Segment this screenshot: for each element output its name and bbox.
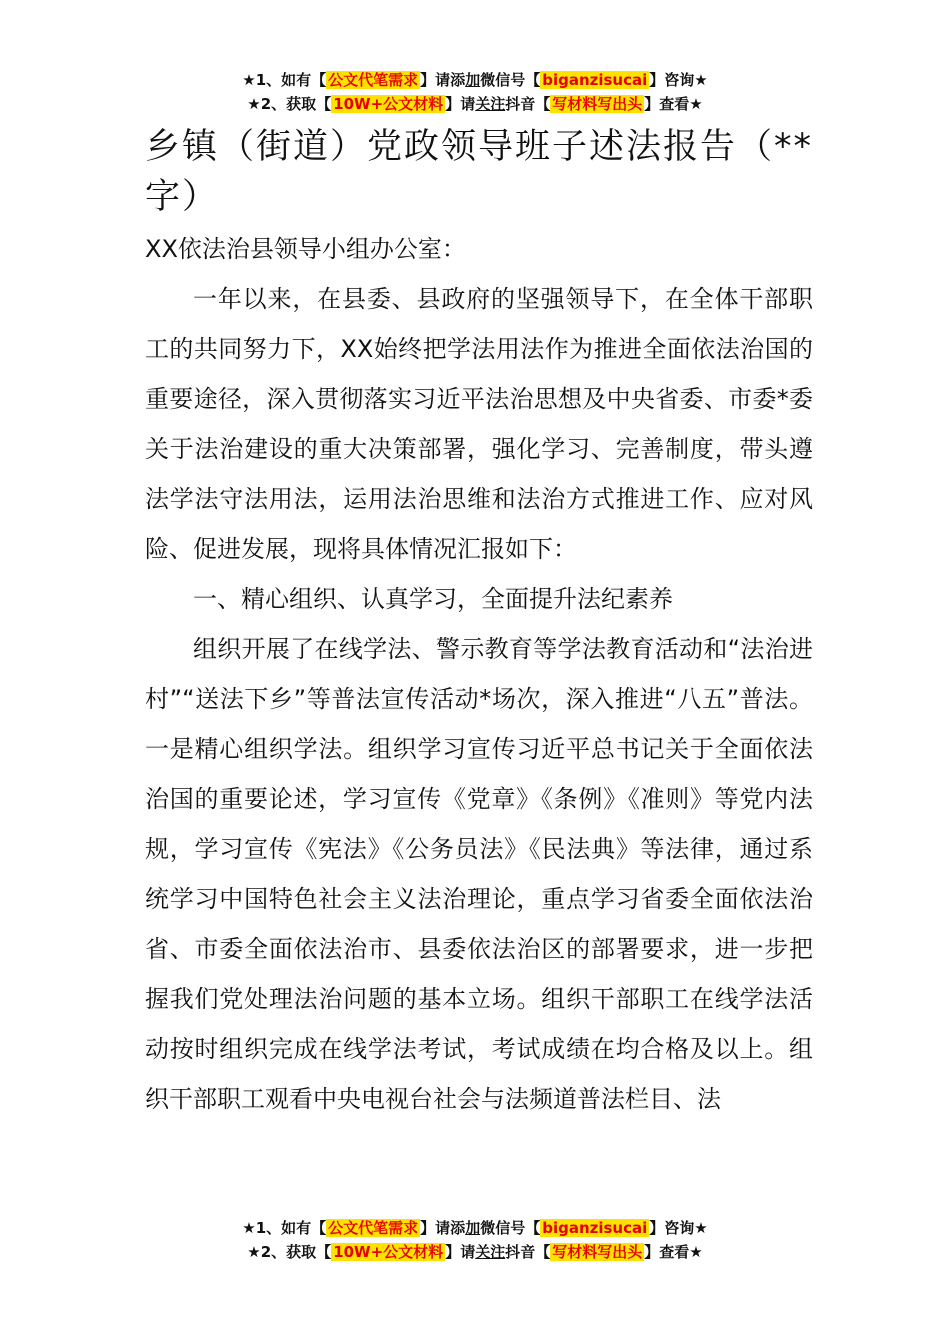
promo-highlight: 公文代笔需求	[328, 71, 419, 89]
promo-douyin-name: 写材料写出头	[552, 1243, 643, 1261]
section-heading: 一、精心组织、认真学习，全面提升法纪素养	[193, 585, 673, 613]
promo-line-2: ★2、获取【 10W+公文材料 】请关注抖音【 写材料写出头 】查看★	[247, 1243, 703, 1261]
promo-highlight: 10W+公文材料	[333, 1243, 444, 1261]
document-body	[145, 122, 813, 1124]
promo-line-1: ★1、如有【 公文代笔需求 】请添加微信号【 biganzisucai 】咨询★	[242, 1219, 708, 1237]
promo-douyin-name: 写材料写出头	[552, 95, 643, 113]
document-title: 乡镇（街道）党政领导班子述法报告（**字）	[145, 127, 814, 217]
promo-wechat-id: biganzisucai	[542, 1219, 648, 1237]
promo-highlight: 公文代笔需求	[328, 1219, 419, 1237]
promo-banner-bottom	[0, 1216, 950, 1264]
salutation: XX依法治县领导小组办公室：	[145, 235, 466, 263]
promo-banner-top	[0, 68, 950, 116]
promo-line-2: ★2、获取【 10W+公文材料 】请关注抖音【 写材料写出头 】查看★	[247, 95, 703, 113]
promo-line-1: ★1、如有【 公文代笔需求 】请添加微信号【 biganzisucai 】咨询★	[242, 71, 708, 89]
promo-wechat-id: biganzisucai	[542, 71, 648, 89]
section-paragraph: 组织开展了在线学法、警示教育等学法教育活动和“法治进村”“送法下乡”等普法宣传活动*场次，深入推进“八五”普法。一是精心组织学法。组织学习宣传习近平总书记关于全面依法治国的重要论述，学习宣传《党章》《条例》《准则》等党内法规，学习宣传《宪法》《公务员法》《民法典》等法律，通过系统学习中国特色社会主义法治理论，重点学习省委全面依法治省、市委全面依法治市、县委依法治区的部署要求，进一步把握我们党处理法治问题的基本立场。组织干部职工在线学法活动按时组织完成在线学法考试，考试成绩在均合格及以上。组织干部职工观看中央电视台社会与法频道普法栏目、法	[145, 635, 813, 1113]
promo-highlight: 10W+公文材料	[333, 95, 444, 113]
intro-paragraph: 一年以来，在县委、县政府的坚强领导下，在全体干部职工的共同努力下，XX始终把学法用法作为推进全面依法治国的重要途径，深入贯彻落实习近平法治思想及中央省委、市委*委关于法治建设的重大决策部署，强化学习、完善制度，带头遵法学法守法用法，运用法治思维和法治方式推进工作、应对风险、促进发展，现将具体情况汇报如下：	[145, 285, 813, 563]
